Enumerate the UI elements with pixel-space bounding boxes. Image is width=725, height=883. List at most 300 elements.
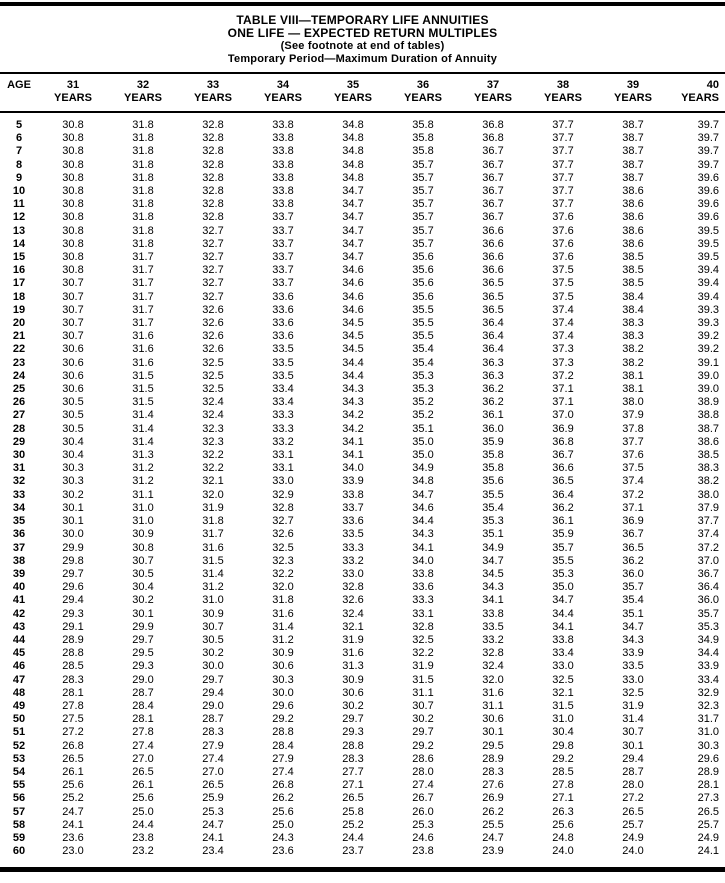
year-column-header bbox=[528, 74, 598, 112]
value-cell: 38.7 bbox=[622, 158, 644, 171]
table-row bbox=[0, 726, 725, 739]
value-cell: 34.4 bbox=[552, 607, 574, 620]
value-cell: 32.7 bbox=[202, 251, 224, 264]
value-cell: 36.3 bbox=[482, 356, 504, 369]
value-cell: 34.8 bbox=[412, 475, 434, 488]
value-cell: 30.7 bbox=[622, 726, 644, 739]
value-cell: 26.9 bbox=[482, 792, 504, 805]
value-cell: 35.7 bbox=[412, 237, 434, 250]
age-cell: 50 bbox=[12, 713, 26, 726]
value-cell: 32.3 bbox=[202, 422, 224, 435]
value-cell: 30.5 bbox=[132, 567, 154, 580]
years-label: YEARS bbox=[544, 92, 582, 104]
value-cell: 30.1 bbox=[132, 607, 154, 620]
value-cell: 34.7 bbox=[552, 594, 574, 607]
value-cell: 30.8 bbox=[62, 211, 84, 224]
value-cell: 30.1 bbox=[622, 739, 644, 752]
value-cell: 24.7 bbox=[62, 805, 84, 818]
value-cell: 35.8 bbox=[412, 119, 434, 131]
value-cell: 30.8 bbox=[62, 185, 84, 198]
value-cell: 29.5 bbox=[482, 739, 504, 752]
value-cell: 37.3 bbox=[552, 343, 574, 356]
value-cell: 36.4 bbox=[697, 581, 719, 594]
value-cell: 33.9 bbox=[622, 647, 644, 660]
value-cell: 33.1 bbox=[412, 607, 434, 620]
age-cell: 30 bbox=[12, 449, 26, 462]
age-cell: 13 bbox=[12, 224, 26, 237]
value-cell: 35.1 bbox=[482, 528, 504, 541]
year-column-header bbox=[388, 74, 458, 112]
table-row bbox=[0, 291, 725, 304]
value-cell: 38.2 bbox=[622, 343, 644, 356]
table-row bbox=[0, 740, 725, 753]
value-cell: 39.4 bbox=[697, 290, 719, 303]
value-cell: 30.8 bbox=[62, 145, 84, 158]
value-cell: 24.9 bbox=[622, 831, 644, 844]
value-cell: 31.7 bbox=[202, 528, 224, 541]
value-cell: 37.7 bbox=[552, 119, 574, 131]
value-cell: 24.8 bbox=[552, 831, 574, 844]
value-cell: 32.7 bbox=[202, 237, 224, 250]
value-cell: 35.3 bbox=[412, 383, 434, 396]
value-cell: 34.1 bbox=[482, 594, 504, 607]
value-cell: 35.5 bbox=[412, 330, 434, 343]
value-cell: 34.3 bbox=[342, 383, 364, 396]
value-cell: 38.4 bbox=[622, 290, 644, 303]
value-cell: 25.0 bbox=[272, 818, 294, 831]
value-cell: 39.3 bbox=[697, 303, 719, 316]
years-label: YEARS bbox=[264, 92, 302, 104]
table-row bbox=[0, 409, 725, 422]
value-cell: 28.8 bbox=[342, 739, 364, 752]
value-cell: 36.0 bbox=[482, 422, 504, 435]
value-cell: 38.2 bbox=[622, 356, 644, 369]
value-cell: 36.2 bbox=[552, 501, 574, 514]
value-cell: 32.1 bbox=[202, 475, 224, 488]
table-row bbox=[0, 806, 725, 819]
value-cell: 26.5 bbox=[132, 765, 154, 778]
value-cell: 32.0 bbox=[482, 673, 504, 686]
value-cell: 26.5 bbox=[622, 805, 644, 818]
value-cell: 31.1 bbox=[482, 699, 504, 712]
value-cell: 27.8 bbox=[552, 779, 574, 792]
value-cell: 35.3 bbox=[482, 515, 504, 528]
value-cell: 27.3 bbox=[697, 792, 719, 805]
value-cell: 29.9 bbox=[132, 620, 154, 633]
value-cell: 37.7 bbox=[552, 132, 574, 145]
value-cell: 32.5 bbox=[202, 369, 224, 382]
value-cell: 34.6 bbox=[342, 264, 364, 277]
value-cell: 36.9 bbox=[622, 515, 644, 528]
age-cell: 12 bbox=[12, 211, 26, 224]
value-cell: 38.7 bbox=[697, 422, 719, 435]
value-cell: 32.8 bbox=[272, 501, 294, 514]
value-cell: 25.7 bbox=[697, 818, 719, 831]
table-row bbox=[0, 555, 725, 568]
years-label: YEARS bbox=[334, 92, 372, 104]
value-cell: 23.9 bbox=[482, 845, 504, 858]
value-cell: 36.7 bbox=[552, 449, 574, 462]
age-cell: 35 bbox=[12, 515, 26, 528]
value-cell: 34.7 bbox=[412, 488, 434, 501]
value-cell: 32.7 bbox=[272, 515, 294, 528]
value-cell: 23.7 bbox=[342, 845, 364, 858]
year-number: 39 bbox=[626, 79, 640, 91]
years-label: YEARS bbox=[404, 92, 442, 104]
age-cell: 54 bbox=[12, 765, 26, 778]
value-cell: 25.0 bbox=[132, 805, 154, 818]
value-cell: 25.9 bbox=[202, 792, 224, 805]
value-cell: 34.7 bbox=[342, 237, 364, 250]
value-cell: 31.9 bbox=[202, 501, 224, 514]
value-cell: 37.6 bbox=[552, 211, 574, 224]
age-cell: 26 bbox=[12, 396, 26, 409]
value-cell: 35.3 bbox=[552, 567, 574, 580]
value-cell: 32.9 bbox=[272, 488, 294, 501]
value-cell: 34.6 bbox=[342, 277, 364, 290]
value-cell: 29.7 bbox=[132, 633, 154, 646]
years-label: YEARS bbox=[194, 92, 232, 104]
table-row bbox=[0, 112, 725, 132]
value-cell: 34.5 bbox=[482, 567, 504, 580]
value-cell: 30.3 bbox=[62, 462, 84, 475]
value-cell: 28.6 bbox=[412, 752, 434, 765]
value-cell: 31.5 bbox=[412, 673, 434, 686]
value-cell: 24.1 bbox=[202, 831, 224, 844]
value-cell: 30.6 bbox=[62, 356, 84, 369]
value-cell: 38.7 bbox=[622, 132, 644, 145]
value-cell: 30.8 bbox=[62, 198, 84, 211]
age-cell: 8 bbox=[15, 158, 23, 171]
value-cell: 29.6 bbox=[697, 752, 719, 765]
value-cell: 30.8 bbox=[62, 132, 84, 145]
age-cell: 51 bbox=[12, 726, 26, 739]
age-cell: 45 bbox=[12, 647, 26, 660]
age-cell: 32 bbox=[12, 475, 26, 488]
table-row bbox=[0, 238, 725, 251]
value-cell: 31.2 bbox=[202, 581, 224, 594]
value-cell: 36.4 bbox=[482, 330, 504, 343]
value-cell: 27.1 bbox=[342, 779, 364, 792]
value-cell: 34.2 bbox=[342, 422, 364, 435]
value-cell: 27.9 bbox=[202, 739, 224, 752]
value-cell: 30.4 bbox=[132, 581, 154, 594]
value-cell: 28.0 bbox=[412, 765, 434, 778]
value-cell: 29.5 bbox=[132, 647, 154, 660]
value-cell: 32.3 bbox=[272, 554, 294, 567]
value-cell: 33.8 bbox=[272, 185, 294, 198]
value-cell: 29.2 bbox=[552, 752, 574, 765]
value-cell: 29.8 bbox=[62, 554, 84, 567]
value-cell: 33.0 bbox=[622, 673, 644, 686]
value-cell: 33.5 bbox=[622, 660, 644, 673]
value-cell: 37.9 bbox=[697, 501, 719, 514]
value-cell: 23.0 bbox=[62, 845, 84, 858]
value-cell: 37.4 bbox=[697, 528, 719, 541]
value-cell: 33.7 bbox=[272, 264, 294, 277]
value-cell: 37.5 bbox=[552, 264, 574, 277]
age-cell: 24 bbox=[12, 369, 26, 382]
value-cell: 31.4 bbox=[132, 409, 154, 422]
value-cell: 33.6 bbox=[272, 330, 294, 343]
value-cell: 39.6 bbox=[697, 198, 719, 211]
value-cell: 38.5 bbox=[622, 277, 644, 290]
value-cell: 30.8 bbox=[62, 237, 84, 250]
value-cell: 33.7 bbox=[272, 224, 294, 237]
value-cell: 31.0 bbox=[202, 594, 224, 607]
value-cell: 32.8 bbox=[202, 198, 224, 211]
value-cell: 35.7 bbox=[412, 158, 434, 171]
value-cell: 32.8 bbox=[202, 171, 224, 184]
value-cell: 31.7 bbox=[132, 303, 154, 316]
value-cell: 26.0 bbox=[412, 805, 434, 818]
value-cell: 35.7 bbox=[412, 185, 434, 198]
value-cell: 39.7 bbox=[697, 132, 719, 145]
value-cell: 31.7 bbox=[132, 317, 154, 330]
value-cell: 36.7 bbox=[482, 171, 504, 184]
year-column-header bbox=[598, 74, 668, 112]
table-row bbox=[0, 251, 725, 264]
value-cell: 28.3 bbox=[62, 673, 84, 686]
value-cell: 31.2 bbox=[132, 462, 154, 475]
value-cell: 36.0 bbox=[697, 594, 719, 607]
value-cell: 33.7 bbox=[272, 211, 294, 224]
value-cell: 34.3 bbox=[342, 396, 364, 409]
value-cell: 38.9 bbox=[697, 396, 719, 409]
value-cell: 36.6 bbox=[552, 462, 574, 475]
value-cell: 31.8 bbox=[132, 185, 154, 198]
value-cell: 37.7 bbox=[552, 171, 574, 184]
value-cell: 33.3 bbox=[412, 594, 434, 607]
table-row bbox=[0, 145, 725, 158]
value-cell: 32.5 bbox=[202, 383, 224, 396]
value-cell: 32.7 bbox=[202, 290, 224, 303]
value-cell: 32.7 bbox=[202, 264, 224, 277]
value-cell: 37.5 bbox=[622, 462, 644, 475]
value-cell: 33.3 bbox=[272, 422, 294, 435]
value-cell: 24.3 bbox=[272, 831, 294, 844]
value-cell: 39.6 bbox=[697, 211, 719, 224]
table-row bbox=[0, 449, 725, 462]
value-cell: 35.5 bbox=[412, 317, 434, 330]
value-cell: 25.3 bbox=[202, 805, 224, 818]
value-cell: 32.2 bbox=[412, 647, 434, 660]
value-cell: 30.6 bbox=[272, 660, 294, 673]
value-cell: 31.0 bbox=[552, 713, 574, 726]
value-cell: 31.6 bbox=[132, 330, 154, 343]
value-cell: 29.3 bbox=[132, 660, 154, 673]
value-cell: 32.0 bbox=[202, 488, 224, 501]
value-cell: 28.8 bbox=[272, 726, 294, 739]
value-cell: 30.7 bbox=[62, 290, 84, 303]
year-number: 34 bbox=[276, 79, 290, 91]
value-cell: 32.8 bbox=[202, 145, 224, 158]
value-cell: 35.5 bbox=[552, 554, 574, 567]
value-cell: 37.7 bbox=[697, 515, 719, 528]
value-cell: 35.1 bbox=[622, 607, 644, 620]
value-cell: 26.5 bbox=[342, 792, 364, 805]
value-cell: 31.4 bbox=[622, 713, 644, 726]
value-cell: 34.8 bbox=[342, 119, 364, 131]
value-cell: 26.2 bbox=[482, 805, 504, 818]
value-cell: 35.1 bbox=[412, 422, 434, 435]
value-cell: 32.2 bbox=[202, 449, 224, 462]
table-row bbox=[0, 779, 725, 792]
value-cell: 31.4 bbox=[202, 567, 224, 580]
value-cell: 35.2 bbox=[412, 396, 434, 409]
value-cell: 33.2 bbox=[342, 554, 364, 567]
year-number: 40 bbox=[706, 79, 719, 91]
value-cell: 23.8 bbox=[132, 831, 154, 844]
age-cell: 43 bbox=[12, 620, 26, 633]
value-cell: 34.1 bbox=[342, 435, 364, 448]
age-cell: 20 bbox=[12, 317, 26, 330]
value-cell: 31.8 bbox=[132, 119, 154, 131]
value-cell: 27.4 bbox=[202, 752, 224, 765]
table-row bbox=[0, 198, 725, 211]
value-cell: 37.7 bbox=[622, 435, 644, 448]
value-cell: 24.4 bbox=[132, 818, 154, 831]
value-cell: 30.2 bbox=[62, 488, 84, 501]
value-cell: 26.8 bbox=[272, 779, 294, 792]
value-cell: 28.0 bbox=[622, 779, 644, 792]
value-cell: 34.4 bbox=[412, 515, 434, 528]
value-cell: 31.9 bbox=[412, 660, 434, 673]
value-cell: 33.8 bbox=[272, 198, 294, 211]
value-cell: 30.7 bbox=[132, 554, 154, 567]
age-cell: 46 bbox=[12, 660, 26, 673]
value-cell: 32.5 bbox=[552, 673, 574, 686]
value-cell: 34.4 bbox=[342, 356, 364, 369]
value-cell: 26.1 bbox=[132, 779, 154, 792]
value-cell: 35.8 bbox=[482, 462, 504, 475]
value-cell: 36.1 bbox=[552, 515, 574, 528]
value-cell: 24.1 bbox=[697, 845, 719, 858]
age-cell: 28 bbox=[12, 422, 26, 435]
footnote-reference: (See footnote at end of tables) bbox=[280, 40, 445, 52]
value-cell: 31.7 bbox=[132, 277, 154, 290]
value-cell: 24.0 bbox=[622, 845, 644, 858]
value-cell: 36.8 bbox=[482, 132, 504, 145]
value-cell: 34.8 bbox=[342, 145, 364, 158]
value-cell: 35.0 bbox=[412, 449, 434, 462]
value-cell: 33.2 bbox=[272, 435, 294, 448]
value-cell: 23.2 bbox=[132, 845, 154, 858]
value-cell: 39.5 bbox=[697, 251, 719, 264]
value-cell: 30.9 bbox=[202, 607, 224, 620]
value-cell: 25.6 bbox=[552, 818, 574, 831]
value-cell: 36.2 bbox=[622, 554, 644, 567]
value-cell: 30.0 bbox=[272, 686, 294, 699]
age-cell: 48 bbox=[12, 686, 26, 699]
value-cell: 33.4 bbox=[697, 673, 719, 686]
value-cell: 29.6 bbox=[62, 581, 84, 594]
year-column-header bbox=[248, 74, 318, 112]
value-cell: 31.6 bbox=[132, 356, 154, 369]
value-cell: 36.5 bbox=[482, 277, 504, 290]
value-cell: 35.8 bbox=[412, 132, 434, 145]
value-cell: 39.0 bbox=[697, 383, 719, 396]
value-cell: 32.5 bbox=[272, 541, 294, 554]
value-cell: 27.2 bbox=[622, 792, 644, 805]
value-cell: 38.6 bbox=[622, 185, 644, 198]
value-cell: 33.9 bbox=[342, 475, 364, 488]
value-cell: 36.6 bbox=[482, 224, 504, 237]
value-cell: 33.4 bbox=[272, 383, 294, 396]
value-cell: 30.1 bbox=[482, 726, 504, 739]
value-cell: 31.0 bbox=[697, 726, 719, 739]
value-cell: 24.1 bbox=[62, 818, 84, 831]
value-cell: 33.7 bbox=[272, 277, 294, 290]
value-cell: 38.8 bbox=[697, 409, 719, 422]
value-cell: 31.8 bbox=[132, 158, 154, 171]
value-cell: 32.4 bbox=[482, 660, 504, 673]
value-cell: 31.5 bbox=[132, 396, 154, 409]
value-cell: 24.7 bbox=[202, 818, 224, 831]
value-cell: 36.1 bbox=[482, 409, 504, 422]
value-cell: 33.3 bbox=[272, 409, 294, 422]
table-row bbox=[0, 634, 725, 647]
table-row bbox=[0, 700, 725, 713]
years-label: YEARS bbox=[124, 92, 162, 104]
value-cell: 37.4 bbox=[552, 317, 574, 330]
value-cell: 35.4 bbox=[482, 501, 504, 514]
value-cell: 31.1 bbox=[132, 488, 154, 501]
value-cell: 38.6 bbox=[697, 435, 719, 448]
age-cell: 52 bbox=[12, 739, 26, 752]
value-cell: 37.5 bbox=[552, 290, 574, 303]
value-cell: 28.9 bbox=[697, 765, 719, 778]
value-cell: 30.2 bbox=[412, 713, 434, 726]
title-block bbox=[0, 14, 725, 65]
value-cell: 30.6 bbox=[62, 383, 84, 396]
value-cell: 39.6 bbox=[697, 171, 719, 184]
value-cell: 34.4 bbox=[697, 647, 719, 660]
table-row bbox=[0, 515, 725, 528]
value-cell: 35.7 bbox=[622, 581, 644, 594]
value-cell: 37.2 bbox=[697, 541, 719, 554]
value-cell: 31.5 bbox=[132, 383, 154, 396]
value-cell: 34.1 bbox=[552, 620, 574, 633]
value-cell: 32.6 bbox=[202, 303, 224, 316]
value-cell: 30.2 bbox=[132, 594, 154, 607]
value-cell: 35.6 bbox=[412, 264, 434, 277]
value-cell: 33.7 bbox=[272, 237, 294, 250]
value-cell: 30.7 bbox=[412, 699, 434, 712]
year-column-header bbox=[108, 74, 178, 112]
value-cell: 34.3 bbox=[482, 581, 504, 594]
value-cell: 35.7 bbox=[412, 224, 434, 237]
table-row bbox=[0, 277, 725, 290]
table-row bbox=[0, 674, 725, 687]
value-cell: 32.4 bbox=[202, 396, 224, 409]
value-cell: 34.3 bbox=[412, 528, 434, 541]
value-cell: 37.0 bbox=[552, 409, 574, 422]
value-cell: 31.5 bbox=[202, 554, 224, 567]
age-cell: 29 bbox=[12, 435, 26, 448]
value-cell: 34.7 bbox=[342, 224, 364, 237]
value-cell: 37.6 bbox=[552, 224, 574, 237]
value-cell: 34.6 bbox=[342, 290, 364, 303]
value-cell: 38.6 bbox=[622, 198, 644, 211]
value-cell: 30.2 bbox=[202, 647, 224, 660]
year-number: 38 bbox=[556, 79, 570, 91]
table-row bbox=[0, 528, 725, 541]
table-row bbox=[0, 594, 725, 607]
value-cell: 34.4 bbox=[342, 369, 364, 382]
table-row bbox=[0, 660, 725, 673]
year-column-header bbox=[458, 74, 528, 112]
